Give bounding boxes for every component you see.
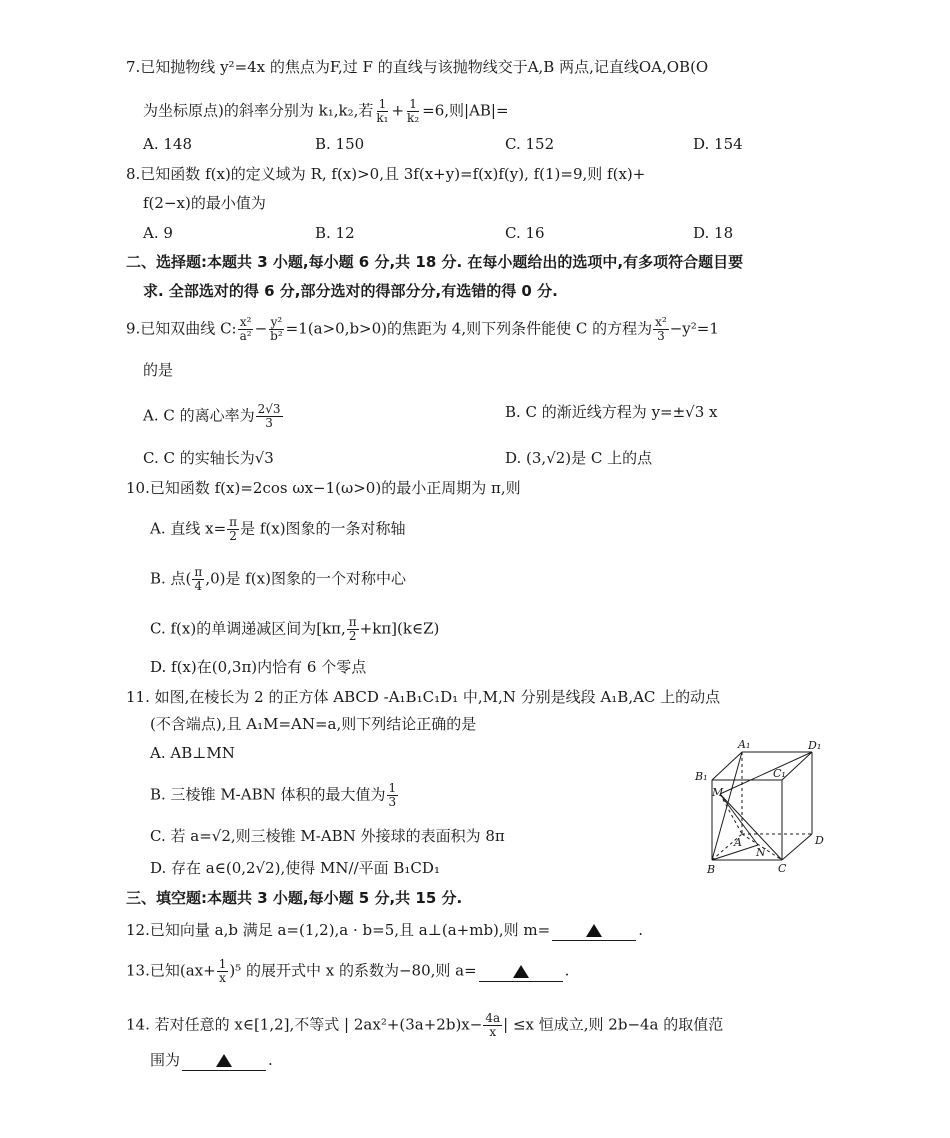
q7-option-c: C. 152	[505, 135, 555, 153]
q7-line2-text-b: =6,则|AB|=	[422, 101, 509, 120]
q12-answer-blank	[552, 924, 636, 941]
cube-figure	[690, 738, 830, 878]
q12-period: .	[638, 921, 644, 939]
q7-plus: +	[391, 101, 405, 120]
q8-option-d: D. 18	[693, 224, 734, 242]
q14-line1	[126, 1012, 723, 1039]
q13-answer-blank	[479, 965, 563, 982]
q7-line1: 7.已知抛物线 y²=4x 的焦点为F,过 F 的直线与该抛物线交于A,B 两点,记直线OA,OB(O	[126, 58, 709, 76]
q10-optC-num: π	[348, 615, 357, 629]
q11-option-d: D. 存在 a∈(0,2√2),使得 MN//平面 B₁CD₁	[150, 859, 440, 877]
q7-line2	[143, 98, 509, 125]
q7-line2-text-a: 为坐标原点)的斜率分别为 k₁,k₂,若	[143, 101, 374, 120]
label-c1: C₁	[773, 767, 786, 780]
q7-frac2-den: k₂	[407, 111, 420, 126]
q9-optA-text: A. C 的离心率为	[143, 406, 255, 425]
q10-optC-text-a: C. f(x)的单调递减区间为[kπ,	[150, 619, 346, 638]
q9-fraction-x	[238, 316, 254, 343]
section2-heading-line2: 求. 全部选对的得 6 分,部分选对的得部分分,有选错的得 0 分.	[143, 282, 558, 300]
q9-option-a	[143, 403, 284, 430]
label-m: M	[712, 786, 724, 799]
q9-fraction-y	[268, 316, 285, 343]
q10-optA-text-a: A. 直线 x=	[150, 519, 227, 538]
label-b1: B₁	[695, 770, 708, 783]
q9-optA-num: 2√3	[257, 402, 281, 416]
segment-d1-m	[720, 752, 812, 794]
q13-text-a: 13.已知(ax+	[126, 961, 216, 980]
q12-text: 12.已知向量 a,b 满足 a=(1,2),a · b=5,且 a⊥(a+mb),则 m=	[126, 921, 551, 939]
q7-frac1-den: k₁	[376, 111, 389, 126]
q11-optB-fraction	[387, 782, 399, 809]
edge-b1-a1	[712, 752, 742, 780]
q11-option-c: C. 若 a=√2,则三棱锥 M-ABN 外接球的表面积为 8π	[150, 827, 505, 845]
q14-fraction	[483, 1012, 502, 1039]
q12-line	[126, 922, 643, 939]
q13-line	[126, 958, 569, 985]
q8-option-a: A. 9	[143, 224, 173, 242]
q10-optB-text-b: ,0)是 f(x)图象的一个对称中心	[205, 569, 406, 588]
q7-frac2-num: 1	[409, 97, 417, 111]
segment-m-c	[720, 794, 782, 860]
q8-option-b: B. 12	[315, 224, 355, 242]
q10-option-a	[150, 516, 406, 543]
q11-optB-den: 3	[388, 795, 397, 810]
q13-f-den: x	[219, 971, 226, 986]
q10-optC-text-b: +kπ](k∈Z)	[359, 619, 440, 638]
q11-line1: 11. 如图,在棱长为 2 的正方体 ABCD -A₁B₁C₁D₁ 中,M,N 分别是线段 A₁B,AC 上的动点	[126, 688, 721, 706]
q11-option-a: A. AB⊥MN	[150, 744, 235, 762]
q13-text-b: )⁵ 的展开式中 x 的系数为−80,则 a=	[229, 961, 477, 980]
q14-answer-blank	[182, 1054, 266, 1071]
label-d: D	[815, 834, 824, 847]
q8-line1: 8.已知函数 f(x)的定义域为 R, f(x)>0,且 3f(x+y)=f(x)f(y), f(1)=9,则 f(x)+	[126, 165, 646, 183]
triangle-marker-icon	[216, 1054, 232, 1067]
q14-line2-text: 围为	[150, 1051, 181, 1069]
q11-line2: (不含端点),且 A₁M=AN=a,则下列结论正确的是	[150, 715, 477, 733]
q9-fraction-target	[653, 316, 669, 343]
q10-option-b	[150, 566, 406, 593]
q13-fraction	[217, 958, 229, 985]
label-a1: A₁	[738, 738, 751, 751]
q14-text-b: | ≤x 恒成立,则 2b−4a 的取值范	[503, 1015, 724, 1034]
q7-fraction-1	[374, 98, 390, 125]
q14-line2	[150, 1052, 273, 1069]
q9-f3-den: 3	[657, 329, 665, 344]
q13-f-num: 1	[218, 957, 227, 971]
q8-option-c: C. 16	[505, 224, 545, 242]
q11-optB-num: 1	[388, 781, 397, 795]
q10-line1: 10.已知函数 f(x)=2cos ωx−1(ω>0)的最小正周期为 π,则	[126, 479, 521, 497]
label-n: N	[756, 846, 766, 859]
q10-optB-num: π	[194, 565, 203, 579]
q9-option-d: D. (3,√2)是 C 上的点	[505, 449, 653, 467]
q10-optA-text-b: 是 f(x)图象的一条对称轴	[240, 519, 406, 538]
q9-option-c: C. C 的实轴长为√3	[143, 449, 274, 467]
q10-optB-fraction	[192, 566, 204, 593]
label-a: A	[734, 836, 742, 849]
q14-f-num: 4a	[485, 1011, 501, 1025]
q11-option-b	[150, 782, 399, 809]
q9-text-c: −y²=1	[669, 319, 719, 338]
label-c: C	[778, 862, 787, 875]
q9-f2-den: b²	[270, 329, 283, 344]
q10-optA-fraction	[227, 516, 239, 543]
q7-option-d: D. 154	[693, 135, 743, 153]
q14-f-den: x	[489, 1025, 497, 1040]
q9-f1-num: x²	[239, 315, 252, 329]
q9-text-b: =1(a>0,b>0)的焦距为 4,则下列条件能使 C 的方程为	[285, 319, 653, 338]
q10-optB-den: 4	[194, 579, 203, 594]
label-b: B	[707, 863, 716, 876]
edge-c-d	[782, 834, 812, 860]
q9-f2-num: y²	[270, 315, 283, 329]
q10-optC-den: 2	[348, 629, 357, 644]
edge-c1-d1	[782, 752, 812, 780]
q7-fraction-2	[405, 98, 421, 125]
triangle-marker-icon	[586, 924, 602, 937]
q10-optB-text-a: B. 点(	[150, 569, 192, 588]
q9-f1-den: a²	[239, 329, 252, 344]
q7-frac1-num: 1	[378, 97, 387, 111]
section2-heading-line1: 二、选择题:本题共 3 小题,每小题 6 分,共 18 分. 在每小题给出的选项中,有多项符合题目要	[126, 253, 744, 271]
q7-option-b: B. 150	[315, 135, 365, 153]
q10-option-d: D. f(x)在(0,3π)内恰有 6 个零点	[150, 658, 367, 676]
q10-optA-den: 2	[229, 529, 237, 544]
q9-line1	[126, 316, 719, 343]
q10-optC-fraction	[347, 616, 359, 643]
q10-optA-num: π	[229, 515, 238, 529]
q9-line2: 的是	[143, 361, 174, 379]
triangle-marker-icon	[513, 965, 529, 978]
section3-heading: 三、填空题:本题共 3 小题,每小题 5 分,共 15 分.	[126, 889, 463, 907]
q9-minus: −	[254, 319, 268, 338]
q11-optB-text: B. 三棱锥 M-ABN 体积的最大值为	[150, 785, 386, 804]
q9-text-a: 9.已知双曲线 C:	[126, 319, 237, 338]
q9-optA-fraction	[256, 403, 283, 430]
q14-period: .	[268, 1051, 273, 1069]
q8-line2: f(2−x)的最小值为	[143, 194, 266, 212]
q13-period: .	[564, 961, 570, 980]
label-d1: D₁	[808, 739, 822, 752]
q10-option-c	[150, 616, 439, 643]
q9-optA-den: 3	[265, 416, 273, 431]
q9-option-b: B. C 的渐近线方程为 y=±√3 x	[505, 403, 718, 421]
q7-option-a: A. 148	[143, 135, 192, 153]
q9-f3-num: x²	[655, 315, 667, 329]
q14-text-a: 14. 若对任意的 x∈[1,2],不等式 | 2ax²+(3a+2b)x−	[126, 1015, 483, 1034]
